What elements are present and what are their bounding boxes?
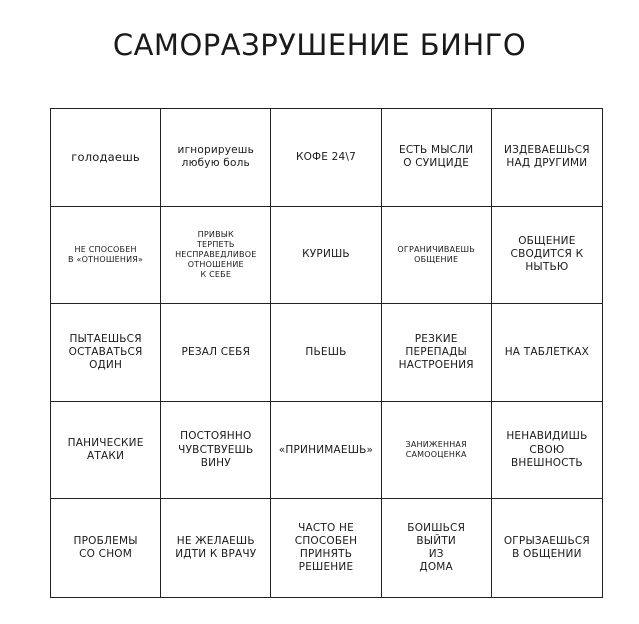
bingo-cell: ОГРАНИЧИВАЕШЬ ОБЩЕНИЕ: [382, 207, 492, 305]
bingo-cell: ПАНИЧЕСКИЕ АТАКИ: [51, 402, 161, 500]
bingo-cell: ПРОБЛЕМЫ СО СНОМ: [51, 499, 161, 597]
bingo-cell: ПОСТОЯННО ЧУВСТВУЕШЬ ВИНУ: [161, 402, 271, 500]
bingo-cell: НЕНАВИДИШЬ СВОЮ ВНЕШНОСТЬ: [492, 402, 602, 500]
bingo-cell: ПЫТАЕШЬСЯ ОСТАВАТЬСЯ ОДИН: [51, 304, 161, 402]
bingo-cell: голодаешь: [51, 109, 161, 207]
bingo-cell: ИЗДЕВАЕШЬСЯ НАД ДРУГИМИ: [492, 109, 602, 207]
bingo-cell: игнорируешь любую боль: [161, 109, 271, 207]
bingo-cell: НЕ ЖЕЛАЕШЬ ИДТИ К ВРАЧУ: [161, 499, 271, 597]
page-title: САМОРАЗРУШЕНИЕ БИНГО: [112, 28, 527, 62]
bingo-cell: ОБЩЕНИЕ СВОДИТСЯ К НЫТЬЮ: [492, 207, 602, 305]
bingo-cell: КУРИШЬ: [271, 207, 381, 305]
bingo-cell: ЗАНИЖЕННАЯ САМООЦЕНКА: [382, 402, 492, 500]
bingo-grid: [50, 108, 603, 598]
bingo-cell: ПЬЕШЬ: [271, 304, 381, 402]
bingo-cell: «ПРИНИМАЕШЬ»: [271, 402, 381, 500]
bingo-cell: РЕЗАЛ СЕБЯ: [161, 304, 271, 402]
bingo-cell: БОИШЬСЯ ВЫЙТИ ИЗ ДОМА: [382, 499, 492, 597]
bingo-cell: КОФЕ 24\7: [271, 109, 381, 207]
bingo-cell: РЕЗКИЕ ПЕРЕПАДЫ НАСТРОЕНИЯ: [382, 304, 492, 402]
bingo-cell: НА ТАБЛЕТКАХ: [492, 304, 602, 402]
bingo-cell: ПРИВЫК ТЕРПЕТЬ НЕСПРАВЕДЛИВОЕ ОТНОШЕНИЕ К СЕБЕ: [161, 207, 271, 305]
bingo-cell: ЧАСТО НЕ СПОСОБЕН ПРИНЯТЬ РЕШЕНИЕ: [271, 499, 381, 597]
bingo-cell: НЕ СПОСОБЕН В «ОТНОШЕНИЯ»: [51, 207, 161, 305]
bingo-cell: ОГРЫЗАЕШЬСЯ В ОБЩЕНИИ: [503, 535, 590, 561]
bingo-cell: ЕСТЬ МЫСЛИ О СУИЦИДЕ: [382, 109, 492, 207]
